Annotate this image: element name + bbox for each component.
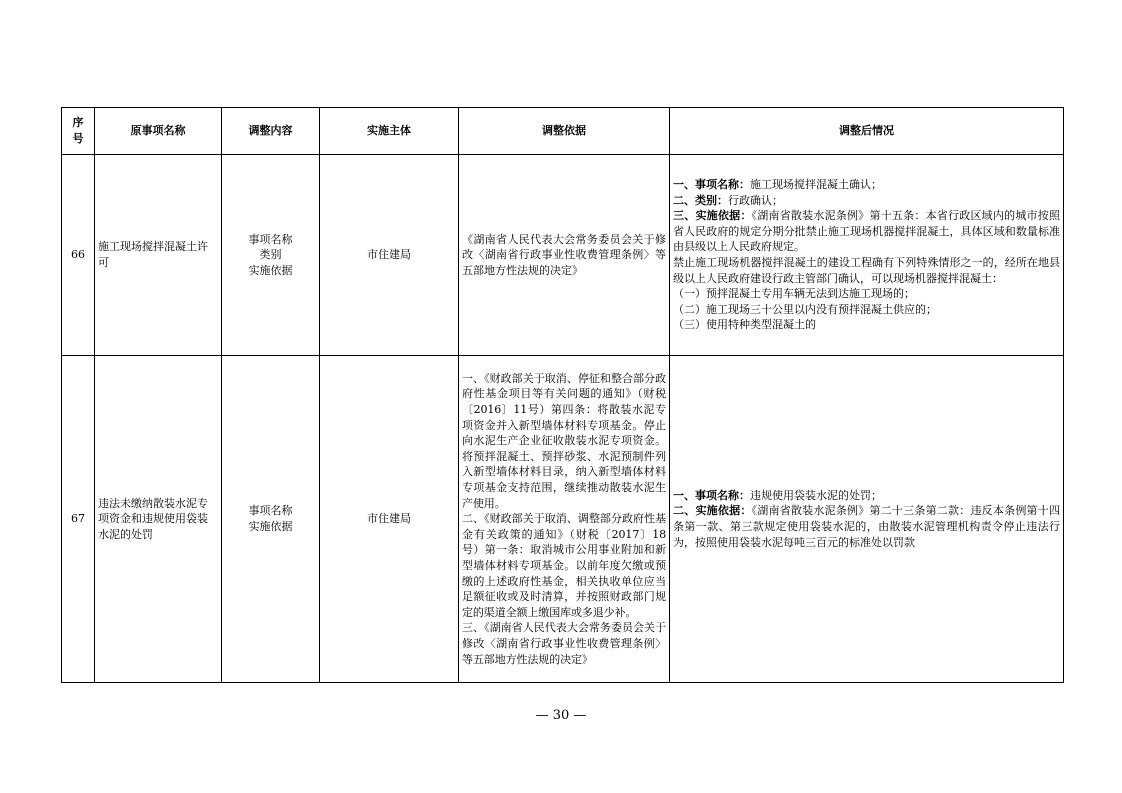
after-text: 《湖南省散装水泥条例》第十五条：本省行政区域内的城市按照省人民政府的规定分期分批禁止施工现场机器搅拌混凝土，具体区域和数量标准由县级以上人民政府规定。 (673, 209, 1061, 254)
basis-paragraph: 三、《湖南省人民代表大会常务委员会关于修改〈湖南省行政事业性收费管理条例〉等五部地方性法规的决定》 (462, 621, 666, 666)
after-text: 《湖南省散装水泥条例》第二十三条第二款：违反本条例第十四条第一款、第三款规定使用袋装水泥的，由散装水泥管理机构责令停止违法行为，按照使用袋装水泥每吨三百元的标准处以罚款 (673, 504, 1061, 549)
cell-seq: 66 (62, 155, 95, 356)
after-line (673, 208, 1060, 255)
header-seq-line2: 号 (72, 132, 84, 145)
header-content: 调整内容 (222, 108, 320, 155)
content-line: 事项名称 (248, 504, 293, 518)
after-line (673, 193, 1060, 209)
header-seq-line1: 序 (72, 116, 84, 130)
cell-basis (459, 356, 670, 683)
table-row (62, 155, 1064, 356)
content-line: 实施依据 (248, 263, 293, 277)
header-basis: 调整依据 (459, 108, 670, 155)
after-line: （三）使用特种类型混凝土的 (673, 318, 816, 332)
cell-content (222, 356, 320, 683)
after-line (673, 488, 1060, 504)
after-text: 行政确认； (728, 193, 783, 207)
after-line: （二）施工现场三十公里以内没有预拌混凝土供应的； (673, 302, 937, 316)
header-name: 原事项名称 (95, 108, 222, 155)
after-label: 二、类别： (673, 193, 728, 207)
table-row (62, 356, 1064, 683)
cell-basis: 《湖南省人民代表大会常务委员会关于修改〈湖南省行政事业性收费管理条例〉等五部地方性法规的决定》 (459, 155, 670, 356)
cell-name: 施工现场搅拌混凝土许可 (95, 155, 222, 356)
basis-paragraph: 一、《财政部关于取消、停征和整合部分政府性基金项目等有关问题的通知》（财税〔2016〕11号）第四条：将散装水泥专项资金并入新型墙体材料专项基金。停止向水泥生产企业征收散装水泥专项资金。将预拌混凝土、预拌砂浆、水泥预制件列入新型墙体材料目录，纳入新型墙体材料专项基金支持范围，继续推动散装水泥生产使用。 (462, 371, 666, 510)
after-line (673, 503, 1060, 550)
cell-content (222, 155, 320, 356)
after-text: 施工现场搅拌混凝土确认； (750, 178, 882, 192)
adjustment-table (61, 107, 1064, 683)
header-subject: 实施主体 (320, 108, 459, 155)
cell-seq: 67 (62, 356, 95, 683)
cell-subject: 市住建局 (320, 155, 459, 356)
after-line (673, 177, 1060, 193)
after-line: 禁止施工现场机器搅拌混凝土的建设工程确有下列特殊情形之一的，经所在地县级以上人民政府建设行政主管部门确认，可以现场机器搅拌混凝土： (673, 256, 1060, 285)
cell-subject: 市住建局 (320, 356, 459, 683)
content-line: 类别 (259, 248, 282, 262)
page-number: — 30 — (535, 708, 587, 723)
content-line: 实施依据 (248, 520, 293, 533)
cell-name: 违法未缴纳散装水泥专项资金和违规使用袋装水泥的处罚 (95, 356, 222, 683)
header-seq (62, 108, 95, 155)
header-after: 调整后情况 (670, 108, 1064, 155)
after-text: 违规使用袋装水泥的处罚； (750, 488, 882, 502)
after-label: 三、实施依据： (673, 209, 752, 223)
cell-after (670, 356, 1064, 683)
content-line: 事项名称 (248, 232, 293, 246)
basis-paragraph: 二、《财政部关于取消、调整部分政府性基金有关政策的通知》（财税〔2017〕18号）第一条：取消城市公用事业附加和新型墙体材料专项基金。以前年度欠缴或预缴的上述政府性基金，相关执收单位应当足额征收或及时清算，并按照财政部门规定的渠道全额上缴国库或多退少补。 (462, 512, 666, 619)
after-label: 一、事项名称： (673, 178, 750, 192)
after-label: 一、事项名称： (673, 488, 750, 502)
after-label: 二、实施依据： (673, 504, 752, 518)
after-line: （一）预拌混凝土专用车辆无法到达施工现场的； (673, 287, 915, 301)
table-header-row (62, 108, 1064, 155)
cell-after (670, 155, 1064, 356)
